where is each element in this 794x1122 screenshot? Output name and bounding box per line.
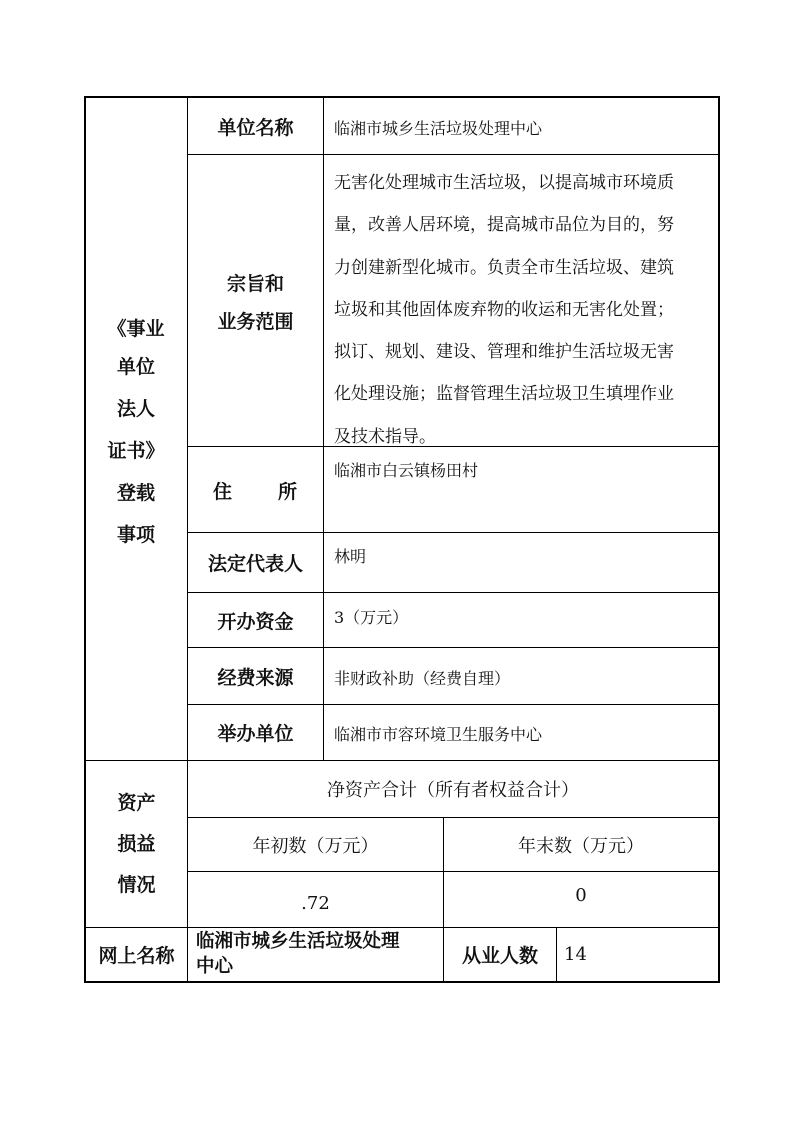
purpose-line: 拟订、规划、建设、管理和维护生活垃圾无害 bbox=[334, 342, 674, 363]
purpose-value bbox=[334, 162, 714, 458]
assets-section-title bbox=[86, 783, 187, 906]
legal-rep-label: 法定代表人 bbox=[207, 553, 303, 575]
legal-rep-value: 林明 bbox=[334, 547, 367, 566]
section-title-line: 单位 bbox=[116, 356, 155, 378]
address-label-b: 所 bbox=[278, 481, 298, 503]
online-name-line: 临湘市城乡生活垃圾处理 bbox=[196, 931, 400, 952]
assets-title-line: 损益 bbox=[117, 833, 156, 855]
funding-label: 经费来源 bbox=[217, 666, 294, 689]
sponsor-value: 临湘市市容环境卫生服务中心 bbox=[334, 725, 543, 744]
funding-value: 非财政补助（经费自理） bbox=[334, 669, 511, 688]
staff-count-label: 从业人数 bbox=[461, 945, 538, 967]
net-assets-header: 净资产合计（所有者权益合计） bbox=[327, 780, 579, 801]
end-year-value: 0 bbox=[575, 885, 587, 906]
staff-count-value: 14 bbox=[564, 944, 587, 965]
sponsor-label: 举办单位 bbox=[217, 723, 294, 745]
purpose-line: 垃圾和其他固体废弃物的收运和无害化处置； bbox=[334, 299, 674, 320]
purpose-line: 及技术指导。 bbox=[334, 426, 436, 447]
purpose-label bbox=[188, 265, 323, 341]
unit-name-value: 临湘市城乡生活垃圾处理中心 bbox=[334, 119, 543, 138]
purpose-line: 力创建新型化城市。负责全市生活垃圾、建筑 bbox=[334, 257, 674, 278]
purpose-line: 无害化处理城市生活垃圾，以提高城市环境质 bbox=[334, 173, 674, 193]
capital-value: 3（万元） bbox=[334, 608, 409, 627]
capital-label: 开办资金 bbox=[217, 610, 294, 633]
online-name-value bbox=[196, 929, 442, 979]
section-title-line: 证书》 bbox=[107, 440, 165, 462]
unit-name-label: 单位名称 bbox=[217, 116, 294, 139]
purpose-label-line: 宗旨和 bbox=[226, 273, 284, 295]
begin-year-value: .72 bbox=[301, 893, 330, 914]
purpose-line: 量，改善人居环境，提高城市品位为目的，努 bbox=[334, 215, 674, 236]
purpose-line: 化处理设施；监督管理生活垃圾卫生填埋作业 bbox=[334, 384, 674, 405]
section-title-line: 事项 bbox=[116, 524, 155, 546]
purpose-label-line: 业务范围 bbox=[217, 311, 294, 333]
online-name-label: 网上名称 bbox=[98, 945, 175, 967]
begin-year-label: 年初数（万元） bbox=[252, 835, 379, 857]
section-title-line: 法人 bbox=[116, 398, 155, 420]
assets-title-line: 资产 bbox=[117, 792, 156, 814]
address-value: 临湘市白云镇杨田村 bbox=[334, 461, 479, 480]
address-label-a: 住 bbox=[213, 481, 233, 503]
assets-title-line: 情况 bbox=[117, 874, 156, 896]
online-name-line: 中心 bbox=[196, 956, 234, 977]
section-title-line: 登载 bbox=[116, 482, 155, 504]
address-label bbox=[188, 447, 323, 532]
end-year-label: 年末数（万元） bbox=[518, 835, 644, 857]
section-title-line: 《事业 bbox=[107, 318, 165, 340]
